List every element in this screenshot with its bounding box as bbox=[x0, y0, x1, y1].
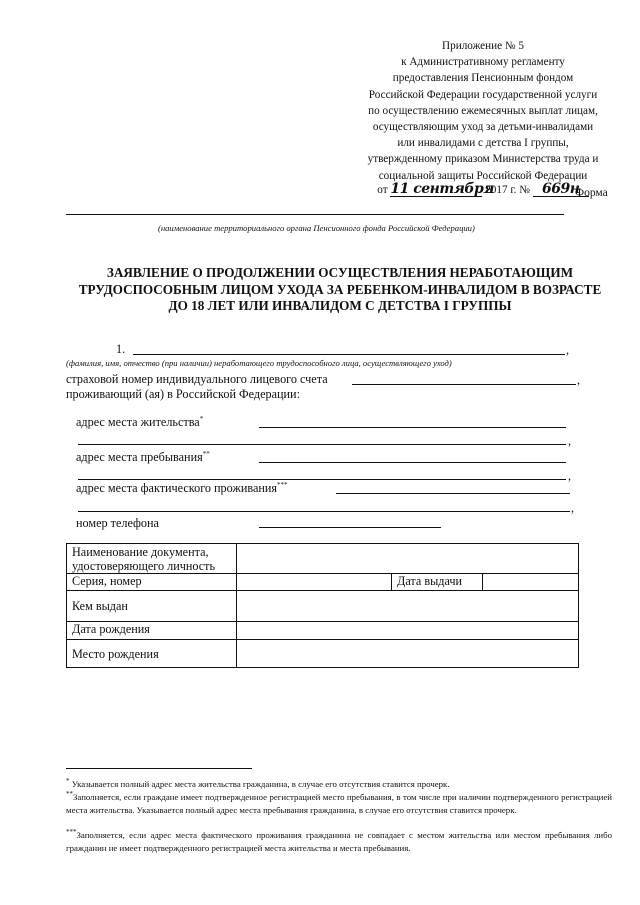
appendix-line: к Административному регламенту bbox=[401, 56, 565, 69]
footnote-mark: ** bbox=[66, 790, 73, 798]
table-row bbox=[67, 640, 579, 668]
phone-label: номер телефона bbox=[76, 516, 159, 530]
table-row bbox=[67, 591, 579, 622]
appendix-line: Российской Федерации государственной услуги bbox=[368, 88, 598, 101]
appendix-date-line bbox=[358, 182, 608, 198]
actual-address-label bbox=[76, 481, 288, 496]
birth-place-value[interactable] bbox=[237, 640, 579, 668]
appendix-header bbox=[358, 38, 608, 198]
identity-document-table bbox=[66, 543, 579, 668]
birth-date-label: Дата рождения bbox=[67, 622, 237, 640]
footnote-text: Заполняется, если граждане имеет подтвержденное регистрацией место пребывания, в том числе при наличии подтвержденного регистрацией места жительства. Указывается полный адрес места пребывания гражданина, в случае его отсутствия ставится прочерк. bbox=[66, 791, 612, 815]
id-doc-value[interactable] bbox=[237, 544, 579, 574]
phone-field[interactable] bbox=[259, 527, 441, 528]
comma-mark: , bbox=[568, 434, 572, 448]
comma-mark: , bbox=[577, 373, 581, 387]
comma-mark: , bbox=[568, 469, 572, 483]
appendix-line: социальной защиты Российской Федерации bbox=[378, 169, 588, 182]
residence-address-field[interactable] bbox=[259, 427, 566, 428]
birth-place-label: Место рождения bbox=[67, 640, 237, 668]
date-prefix: от bbox=[377, 183, 388, 196]
handwritten-order-number: 669н bbox=[533, 182, 589, 197]
applicant-name-field[interactable] bbox=[133, 354, 565, 355]
residence-address-field-2[interactable] bbox=[78, 444, 566, 445]
series-number-value[interactable] bbox=[237, 574, 392, 591]
appendix-line: предоставления Пенсионным фондом bbox=[392, 72, 574, 85]
table-row bbox=[67, 622, 579, 640]
footnote-mark: ** bbox=[202, 450, 210, 458]
table-row bbox=[67, 544, 579, 574]
issue-date-label: Дата выдачи bbox=[392, 574, 483, 591]
birth-date-value[interactable] bbox=[237, 622, 579, 640]
stay-address-field-2[interactable] bbox=[78, 479, 566, 480]
id-doc-label: Наименование документа, удостоверяющего личность bbox=[67, 544, 237, 574]
footnote-mark: * bbox=[66, 777, 70, 785]
comma-mark: , bbox=[571, 501, 575, 515]
appendix-line: утвержденному приказом Министерства труда и bbox=[367, 153, 599, 166]
appendix-line: Приложение № 5 bbox=[442, 40, 524, 52]
footnote-mark: * bbox=[199, 415, 204, 423]
comma-mark: , bbox=[566, 343, 570, 357]
pfr-organ-field[interactable] bbox=[66, 214, 564, 215]
table-row bbox=[67, 574, 579, 591]
snils-field[interactable] bbox=[352, 384, 576, 385]
appendix-line: по осуществлению ежемесячных выплат лицам, bbox=[368, 104, 598, 117]
actual-address-field-2[interactable] bbox=[78, 511, 570, 512]
snils-label: страховой номер индивидуального лицевого счета bbox=[66, 372, 328, 386]
footnote-text: Заполняется, если адрес места фактического проживания гражданина не совпадает с местом жительства или местом пребывания либо гражданин не имеет подтвержденного регистрацией места жительства и места пребывания. bbox=[66, 829, 612, 853]
residence-address-label bbox=[76, 415, 203, 430]
footnote-divider bbox=[66, 768, 252, 769]
footnote-2 bbox=[66, 788, 612, 816]
issued-by-value[interactable] bbox=[237, 591, 579, 622]
handwritten-date: 11 сентября bbox=[390, 180, 494, 197]
stay-address-label bbox=[76, 450, 210, 465]
document-title: ЗАЯВЛЕНИЕ О ПРОДОЛЖЕНИИ ОСУЩЕСТВЛЕНИЯ НЕРАБОТАЮЩИМ ТРУДОСПОСОБНЫМ ЛИЦОМ УХОДА ЗА РЕБЕНКОМ-ИНВАЛИДОМ В ВОЗРАСТЕ ДО 18 ЛЕТ ИЛИ ИНВАЛИДОМ С ДЕТСТВА I ГРУППЫ bbox=[78, 265, 602, 313]
residence-address-text: адрес места жительства bbox=[76, 415, 200, 430]
footnote-mark: *** bbox=[277, 481, 288, 489]
stay-address-text: адрес места пребывания bbox=[76, 450, 203, 465]
footnote-text: Указывается полный адрес места жительства гражданина, в случае его отсутствия ставится прочерк. bbox=[71, 778, 450, 789]
issue-date-value[interactable] bbox=[483, 574, 579, 591]
item-number: 1. bbox=[116, 342, 126, 356]
stay-address-field[interactable] bbox=[259, 462, 566, 463]
appendix-line: осуществляющим уход за детьми-инвалидами bbox=[372, 121, 594, 134]
appendix-line: или инвалидами с детства I группы, bbox=[397, 137, 569, 150]
actual-address-text: адрес места фактического проживания bbox=[76, 481, 278, 496]
form-label: Форма bbox=[575, 187, 608, 199]
applicant-name-caption: (фамилия, имя, отчество (при наличии) неработающего трудоспособного лица, осуществляющего уход) bbox=[66, 358, 452, 368]
issued-by-label: Кем выдан bbox=[67, 591, 237, 622]
series-number-label: Серия, номер bbox=[67, 574, 237, 591]
footnote-3 bbox=[66, 826, 612, 854]
date-year: 2017 г. № bbox=[485, 183, 530, 196]
actual-address-field[interactable] bbox=[336, 493, 570, 494]
residing-label: проживающий (ая) в Российской Федерации: bbox=[66, 387, 300, 401]
pfr-organ-caption: (наименование территориального органа Пенсионного фонда Российской Федерации) bbox=[158, 223, 475, 233]
footnote-mark: *** bbox=[66, 828, 77, 836]
